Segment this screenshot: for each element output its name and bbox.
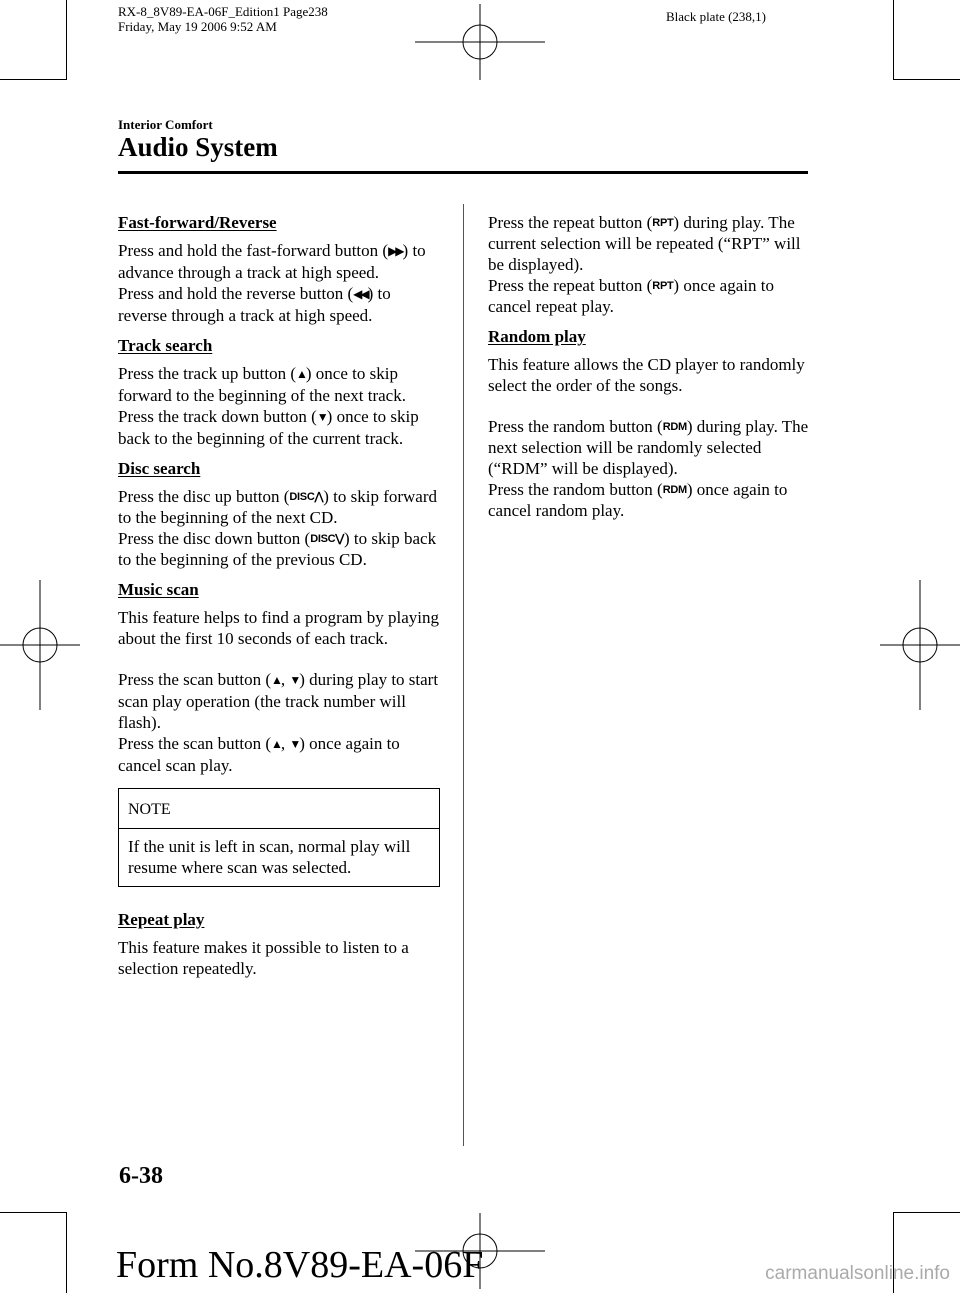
repeat-heading: Repeat play (118, 910, 205, 929)
page-title: Audio System (118, 132, 278, 162)
scan-down-icon: ▼ (289, 737, 300, 751)
title-rule (118, 171, 808, 174)
scan-up-icon: ▲ (270, 737, 281, 751)
print-job-file: RX-8_8V89-EA-06F_Edition1 Page238 (118, 4, 328, 19)
print-job-info (118, 4, 328, 34)
page-number: 6-38 (119, 1163, 163, 1189)
note-body: If the unit is left in scan, normal play will resume where scan was selected. (128, 837, 411, 877)
scan-down-icon: ▼ (289, 673, 300, 687)
print-job-date: Friday, May 19 2006 9:52 AM (118, 19, 277, 34)
crop-mark (0, 79, 66, 80)
random-button-icon: RDM (662, 484, 687, 496)
repeat-button-icon: RPT (652, 217, 674, 229)
scan-paragraph: Press the scan button (▲, ▼) during play to start scan play operation (the track number will flash). Press the scan button (▲, ▼) once again to cancel scan play. (118, 670, 439, 775)
note-box (118, 788, 440, 887)
left-column (118, 212, 440, 988)
repeat-intro: This feature makes it possible to listen to a selection repeatedly. (118, 938, 409, 978)
ff-heading: Fast-forward/Reverse (118, 213, 277, 232)
random-button-icon: RDM (662, 421, 687, 433)
section-label: Interior Comfort (118, 117, 213, 132)
column-divider (463, 204, 464, 1146)
random-intro: This feature allows the CD player to randomly select the order of the songs. (488, 355, 805, 395)
track-up-icon: ▲ (296, 367, 306, 381)
scan-intro: This feature helps to find a program by playing about the first 10 seconds of each track. (118, 608, 440, 648)
random-heading: Random play (488, 327, 586, 346)
scan-up-icon: ▲ (270, 673, 281, 687)
form-number: Form No.8V89-EA-06F (116, 1244, 484, 1286)
registration-mark-left (0, 580, 80, 710)
track-down-icon: ▼ (316, 410, 327, 424)
fast-forward-icon: ▶▶ (388, 244, 403, 258)
disc-paragraph: Press the disc up button (DISC⋀) to skip forward to the beginning of the next CD. Press the disc down button (DISC⋁) to skip back to the beginning of the previous CD. (118, 487, 437, 569)
disc-down-icon: DISC⋁ (310, 533, 344, 545)
repeat-button-icon: RPT (652, 280, 674, 292)
reverse-icon: ◀◀ (353, 287, 368, 301)
disc-up-icon: DISC⋀ (289, 491, 324, 503)
plate-info: Black plate (238,1) (666, 9, 766, 24)
crop-mark (893, 0, 894, 80)
repeat-paragraph: Press the repeat button (RPT) during play. The current selection will be repeated (“RPT” will be displayed). Press the repeat button (RPT) once again to cancel repeat play. (488, 213, 801, 316)
crop-mark (66, 0, 67, 80)
scan-heading: Music scan (118, 580, 199, 599)
ff-paragraph: Press and hold the fast-forward button (▶▶) to advance through a track at high speed. Press and hold the reverse button (◀◀) to reverse through a track at high speed. (118, 241, 426, 325)
disc-heading: Disc search (118, 459, 201, 478)
random-paragraph: Press the random button (RDM) during play. The next selection will be randomly selected (“RDM” will be displayed). Press the random button (RDM) once again to cancel random play. (488, 417, 809, 520)
crop-mark (893, 79, 960, 80)
watermark: carmanualsonline.info (765, 1263, 950, 1284)
track-heading: Track search (118, 336, 213, 355)
crop-mark (66, 1212, 67, 1293)
note-title: NOTE (119, 789, 439, 829)
crop-mark (893, 1212, 960, 1213)
track-paragraph: Press the track up button (▲) once to skip forward to the beginning of the next track. Press the track down button (▼) once to skip back to the beginning of the current track. (118, 364, 419, 448)
crop-mark (0, 1212, 66, 1213)
right-column (488, 212, 810, 530)
registration-mark-right (880, 580, 960, 710)
registration-mark-top (415, 4, 545, 80)
